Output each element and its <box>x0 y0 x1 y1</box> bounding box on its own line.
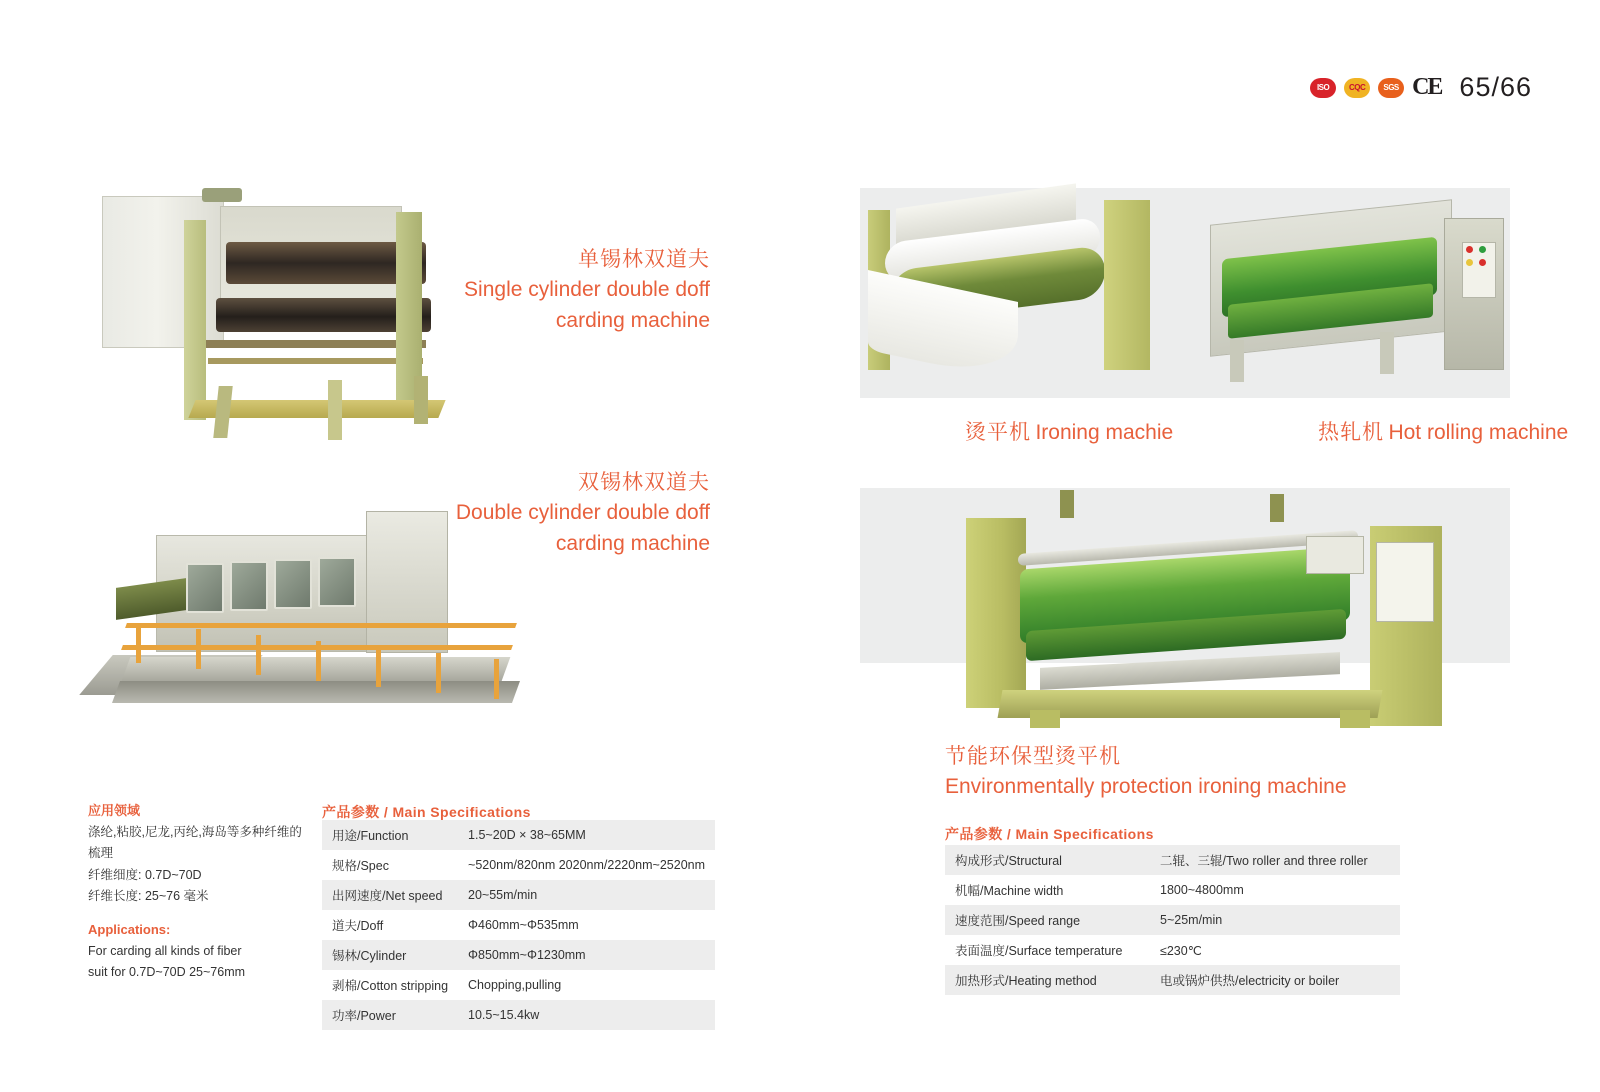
ironing-machine-caption <box>965 418 1173 448</box>
machine-window <box>318 557 356 607</box>
control-panel <box>1376 542 1434 622</box>
machine-tray <box>1040 652 1340 690</box>
table-row <box>322 970 715 1000</box>
table-row <box>322 850 715 880</box>
railing-post <box>494 659 499 699</box>
spec-value: 二辊、三辊/Two roller and three roller <box>1150 845 1400 875</box>
eco-ironing-machine-image <box>940 500 1460 735</box>
certification-badge-sgs-icon: SGS <box>1378 78 1404 98</box>
certification-badge-iso-icon: ISO <box>1310 78 1336 98</box>
applications-line3-cn: 纤维长度: 25~76 毫米 <box>88 888 209 903</box>
spec-key: 规格/Spec <box>322 850 458 880</box>
page-number: 65/66 <box>1459 72 1532 102</box>
applications-line2-cn: 纤维细度: 0.7D~70D <box>88 867 202 882</box>
machine-vent-stack <box>1060 490 1074 518</box>
eco-ironing-caption <box>945 742 1347 803</box>
machine-top-unit <box>202 188 242 202</box>
hot-rolling-machine-image <box>1200 190 1510 395</box>
applications-line1-en: For carding all kinds of fiber <box>88 944 242 959</box>
single-carding-title-en-line1: Single cylinder double doff <box>464 278 710 302</box>
indicator-light <box>1466 246 1473 253</box>
table-row <box>322 910 715 940</box>
machine-frame-left <box>966 518 1026 708</box>
spec-right-title: 产品参数 / Main Specifications <box>945 826 1154 842</box>
table-row <box>945 905 1400 935</box>
railing-post <box>256 635 261 675</box>
spec-value: Φ850mm~Φ1230mm <box>458 940 715 970</box>
indicator-light <box>1479 259 1486 266</box>
double-carding-title-en-line1: Double cylinder double doff <box>455 501 710 525</box>
table-row <box>945 935 1400 965</box>
spec-value: 20~55m/min <box>458 880 715 910</box>
double-carding-title-en-line2: carding machine <box>555 531 710 555</box>
machine-leg <box>213 386 232 438</box>
spec-value: 1.5~20D × 38~65MM <box>458 820 715 850</box>
machine-rail-lower <box>208 358 423 364</box>
railing-post <box>136 623 141 663</box>
spec-key: 锡林/Cylinder <box>322 940 458 970</box>
spec-key: 加热形式/Heating method <box>945 965 1150 995</box>
ironing-machine-image <box>860 190 1180 395</box>
railing-post <box>376 647 381 687</box>
eco-ironing-title-en: Environmentally protection ironing machine <box>945 775 1347 799</box>
railing-post <box>316 641 321 681</box>
applications-heading-cn: 应用领域 <box>88 803 141 818</box>
machine-window <box>274 559 312 609</box>
hot-rolling-caption <box>1318 418 1568 448</box>
single-carding-title-cn: 单锡林双道夫 <box>578 248 710 271</box>
machine-tower <box>366 511 448 653</box>
applications-line2-en: suit for 0.7D~70D 25~76mm <box>88 965 246 980</box>
single-carding-title-en-line2: carding machine <box>555 308 710 332</box>
railing-post <box>196 629 201 669</box>
machine-leg <box>1230 340 1244 382</box>
table-row <box>945 965 1400 995</box>
machine-leg <box>328 380 342 440</box>
machine-frame-right <box>1104 200 1150 370</box>
spec-value: 电或锅炉供热/electricity or boiler <box>1150 965 1400 995</box>
machine-window <box>186 563 224 613</box>
spec-value: Chopping,pulling <box>458 970 715 1000</box>
spec-key: 出网速度/Net speed <box>322 880 458 910</box>
machine-leg <box>414 376 428 424</box>
machine-leg <box>1380 332 1394 374</box>
spec-value: 10.5~15.4kw <box>458 1000 715 1030</box>
machine-foot <box>1340 710 1370 728</box>
ce-mark-icon: CE <box>1412 74 1442 100</box>
spec-right-table <box>945 845 1400 995</box>
table-row <box>945 845 1400 875</box>
spec-value: ≤230℃ <box>1150 935 1400 965</box>
spec-key: 道夫/Doff <box>322 910 458 940</box>
spec-value: 1800~4800mm <box>1150 875 1400 905</box>
machine-frame-left <box>184 220 206 420</box>
single-carding-caption <box>380 245 710 336</box>
ironing-title-en: Ironing machie <box>1035 421 1174 444</box>
machine-window <box>230 561 268 611</box>
spec-left-title: 产品参数 / Main Specifications <box>322 804 531 820</box>
certification-badge-cqc-icon: CQC <box>1344 78 1370 98</box>
machine-shadow <box>112 681 520 703</box>
double-cylinder-carding-machine-image <box>96 505 556 735</box>
railing-post <box>436 653 441 693</box>
machine-rail-upper <box>206 340 426 348</box>
spec-key: 机幅/Machine width <box>945 875 1150 905</box>
ironing-title-cn: 烫平机 <box>965 421 1031 444</box>
indicator-light <box>1466 259 1473 266</box>
spec-key: 剥棉/Cotton stripping <box>322 970 458 1000</box>
applications-heading-en: Applications: <box>88 922 171 938</box>
table-row <box>322 880 715 910</box>
spec-value: ~520nm/820nm 2020nm/2220nm~2520nm <box>458 850 715 880</box>
table-row <box>322 820 715 850</box>
spec-key: 用途/Function <box>322 820 458 850</box>
hot-rolling-title-en: Hot rolling machine <box>1388 421 1569 444</box>
spec-key: 速度范围/Speed range <box>945 905 1150 935</box>
spec-value: 5~25m/min <box>1150 905 1400 935</box>
eco-ironing-title-cn: 节能环保型烫平机 <box>945 745 1121 768</box>
indicator-light <box>1479 246 1486 253</box>
table-row <box>322 1000 715 1030</box>
spec-key: 表面温度/Surface temperature <box>945 935 1150 965</box>
control-panel <box>1462 242 1496 298</box>
spec-key: 功率/Power <box>322 1000 458 1030</box>
table-row <box>945 875 1400 905</box>
control-display <box>1306 536 1364 574</box>
spec-key: 构成形式/Structural <box>945 845 1150 875</box>
spec-value: Φ460mm~Φ535mm <box>458 910 715 940</box>
applications-line1-cn: 涤纶,粘胶,尼龙,丙纶,海岛等多种纤维的梳理 <box>88 825 302 861</box>
double-carding-title-cn: 双锡林双道夫 <box>578 471 710 494</box>
page-header <box>1310 72 1532 103</box>
applications-block <box>88 800 303 984</box>
safety-railing-top <box>125 623 517 628</box>
table-row <box>322 940 715 970</box>
spec-left-table <box>322 820 715 1030</box>
machine-vent-stack <box>1270 494 1284 522</box>
machine-foot <box>1030 710 1060 728</box>
hot-rolling-title-cn: 热轧机 <box>1318 421 1384 444</box>
